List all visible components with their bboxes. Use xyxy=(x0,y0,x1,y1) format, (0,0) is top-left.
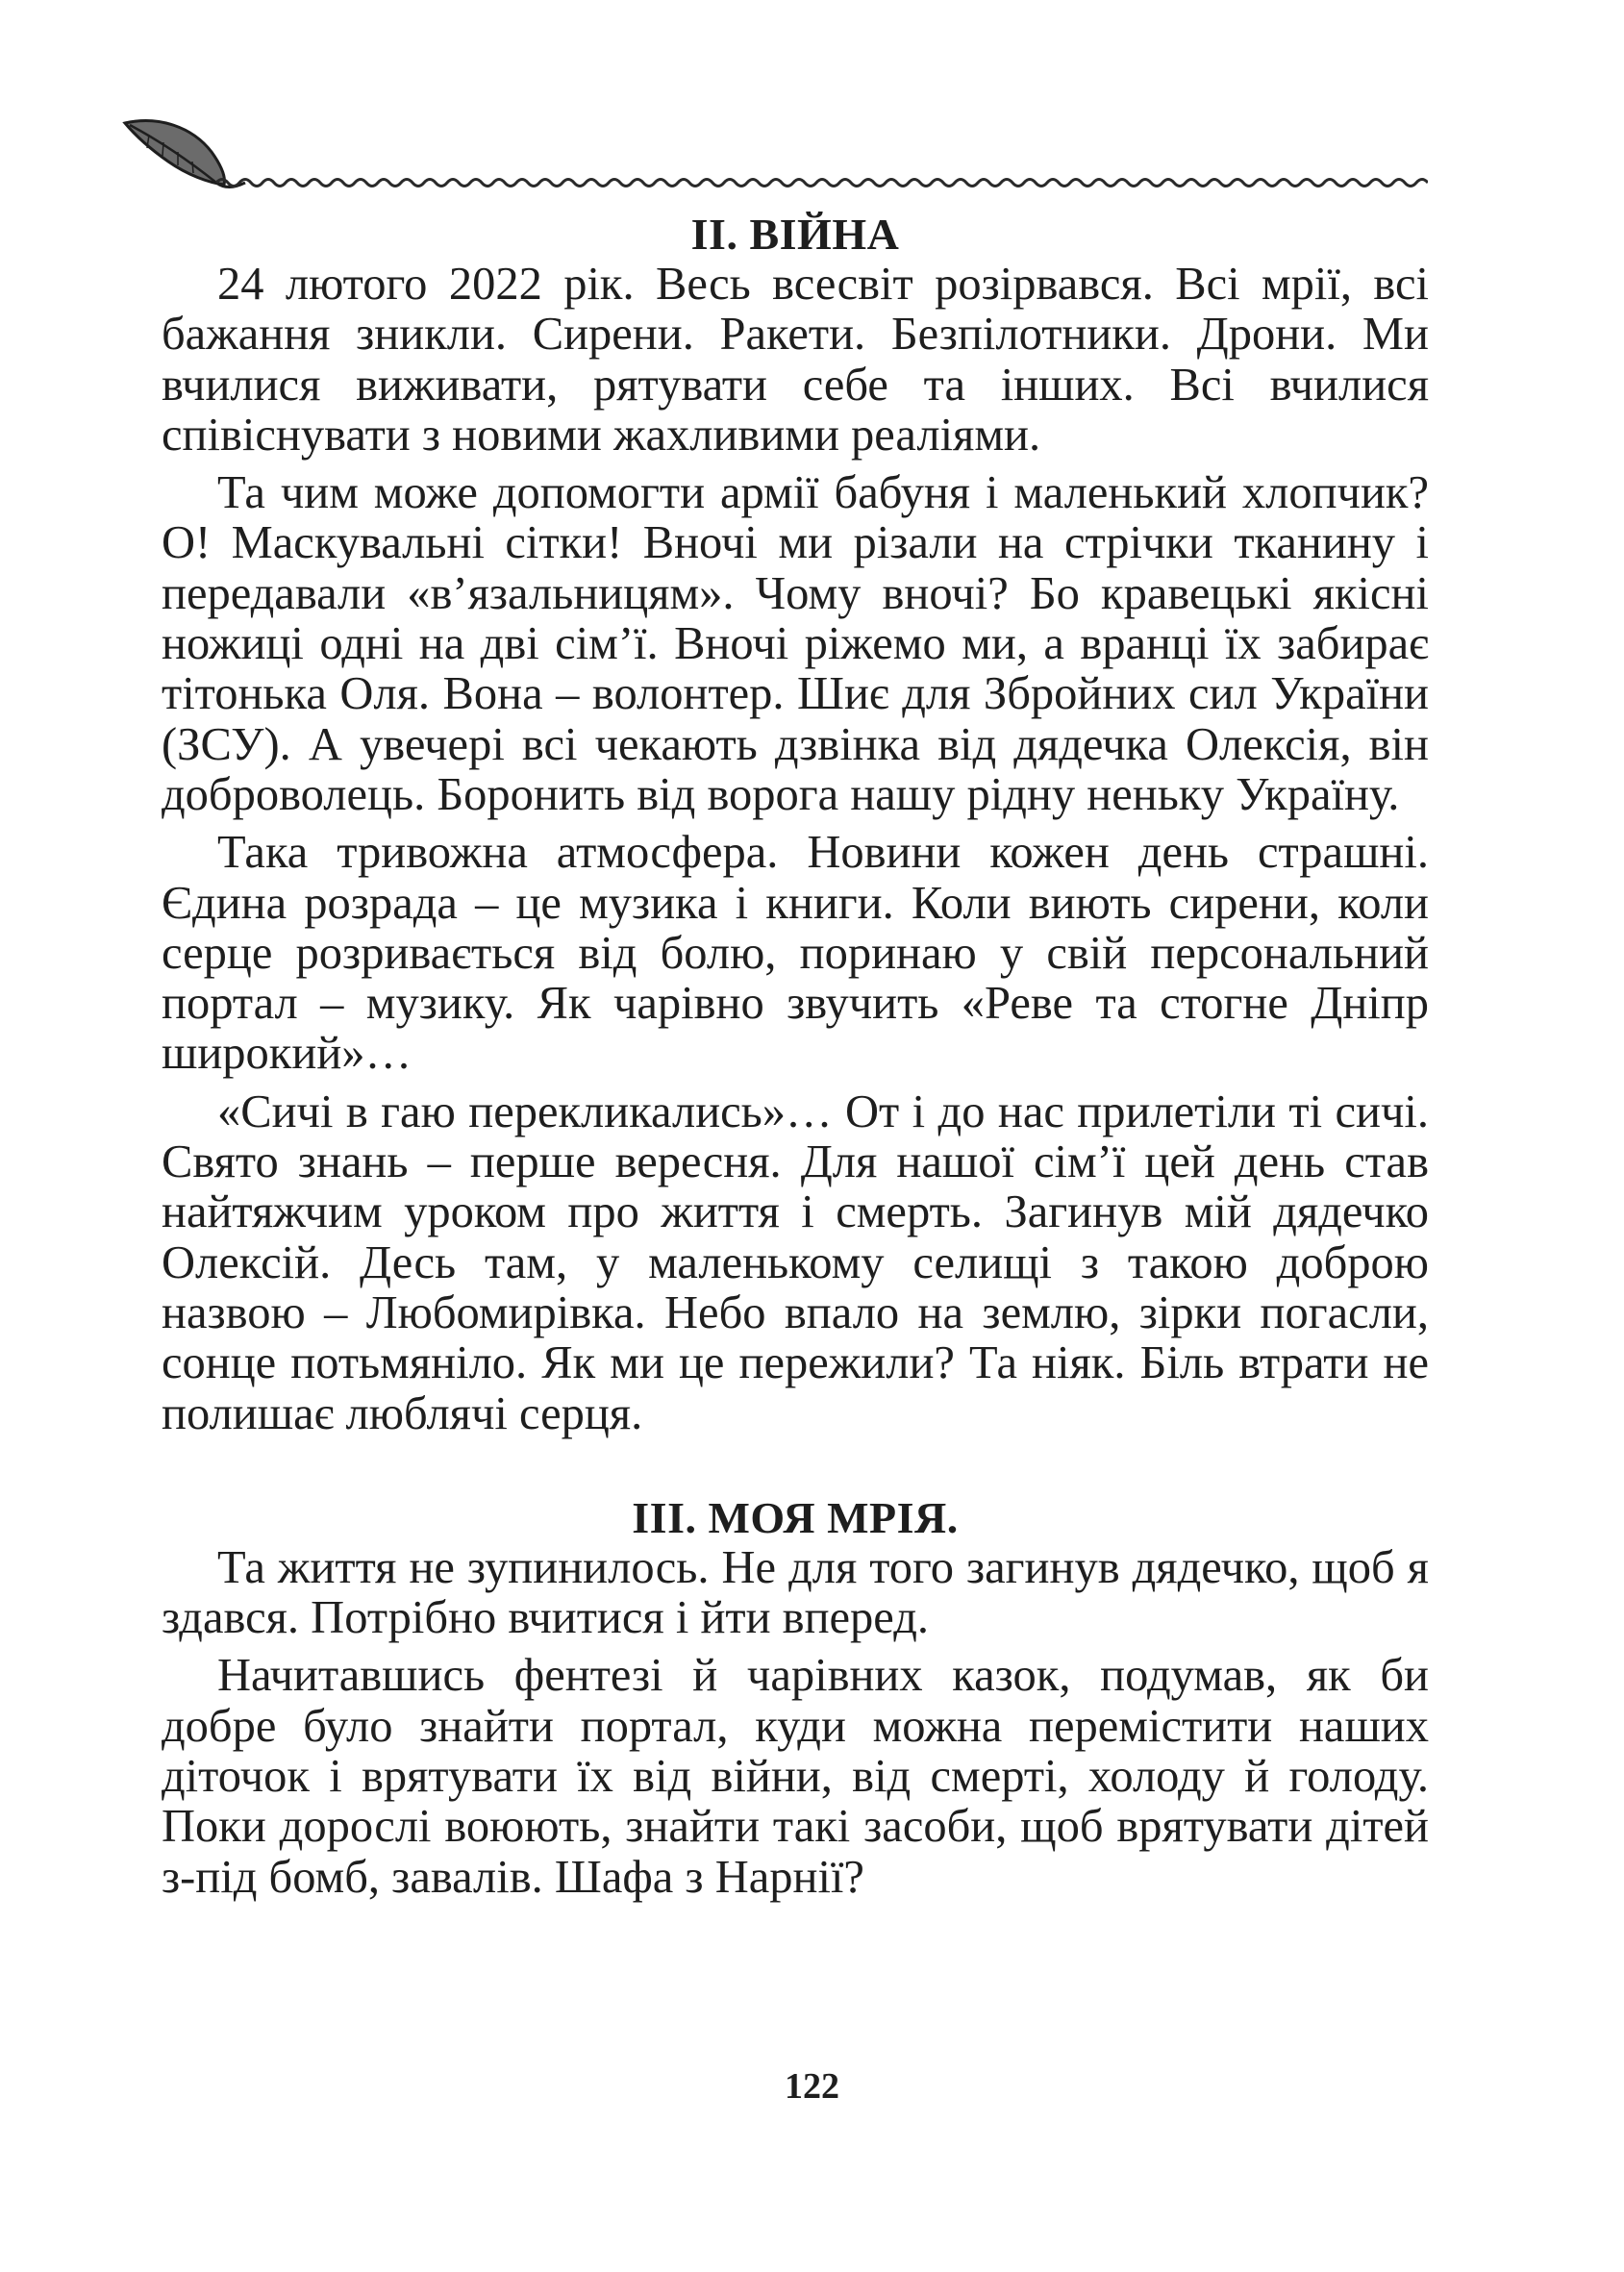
wavy-divider xyxy=(216,180,1428,187)
paragraph: Начитавшись фентезі й чарівних казок, подумав, як би добре було знайти портал, куди можна перемістити наших діточок і врятувати їх від війни, від смерті, холоду й голоду. Поки дорослі воюють, знайти такі засоби, щоб врятувати дітей з-під бомб, завалів. Шафа з Нарнії? xyxy=(162,1650,1429,1903)
paragraph: 24 лютого 2022 рік. Весь всесвіт розірвався. Всі мрії, всі бажання зникли. Сирени. Ракети. Безпілотники. Дрони. Ми вчилися виживати, рятувати себе та інших. Всі вчилися співіснувати з новими жахливими реаліями. xyxy=(162,259,1429,461)
paragraph: «Сичі в гаю перекликались»… От і до нас прилетіли ті сичі. Свято знань – перше вересня. Для нашої сім’ї цей день став найтяжчим уроком про життя і смерть. Загинув мій дядечко Олексій. Десь там, у маленькому селищі з такою доброю назвою – Любомирівка. Небо впало на землю, зірки погасли, сонце потьмяніло. Як ми це пережили? Та ніяк. Біль втрати не полишає люблячі серця. xyxy=(162,1086,1429,1439)
section-title-war: ІІ. ВІЙНА xyxy=(690,210,900,259)
feather-quill-icon xyxy=(125,121,245,187)
paragraph: Така тривожна атмосфера. Новини кожен день страшні. Єдина розрада – це музика і книги. Коли виють сирени, коли серце розривається від болю, поринаю у свій персональний портал – музику. Як чарівно звучить «Реве та стогне Дніпр широкий»… xyxy=(162,827,1429,1080)
paragraph: Та чим може допомогти армії бабуня і маленький хлопчик? О! Маскувальні сітки! Вночі ми різали на стрічки тканину і передавали «в’язальницям». Чому вночі? Бо кравецькі якісні ножиці одні на дві сім’ї. Вночі ріжемо ми, а вранці їх забирає тітонька Оля. Вона – волонтер. Шиє для Збройних сил України (ЗСУ). А увечері всі чекають дзвінка від дядечка Олексія, він доброволець. Боронить від ворога нашу рідну неньку Україну. xyxy=(162,467,1429,820)
page-number: 122 xyxy=(785,2066,839,2107)
paragraph: Та життя не зупинилось. Не для того загинув дядечко, щоб я здався. Потрібно вчитися і йти вперед. xyxy=(162,1541,1429,1644)
header-ornament xyxy=(120,106,1428,197)
page-content xyxy=(162,210,1429,1910)
section-title-my-dream: ІІІ. МОЯ МРІЯ. xyxy=(632,1492,959,1542)
